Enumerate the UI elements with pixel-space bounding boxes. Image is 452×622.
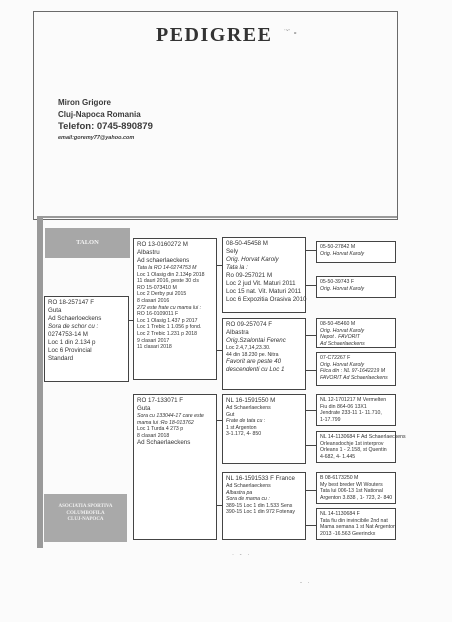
ancestor-line: Tata fiu din invincibile 2nd nat — [320, 517, 388, 524]
ancestor-line: Nepot . FAVORIT — [320, 334, 360, 341]
association-stamp — [44, 494, 127, 542]
handwritten-mark: ˙˘˙ ∘ — [284, 30, 298, 37]
ancestor-line: 05-50-39743 F — [320, 279, 355, 285]
dam-sire-line: Ad Schaerlaeckens — [226, 405, 271, 411]
connector — [306, 490, 316, 491]
owner-city: Cluj-Napoca Romania — [58, 110, 141, 119]
sire-dam-line: RO 09-257074 F — [226, 321, 273, 328]
dam-dam-box — [222, 472, 306, 540]
ancestor-line: 2013 -16.563 Geerinckx — [320, 530, 376, 537]
ancestor-box — [316, 394, 396, 426]
ancestor-line: Fiu din 864-06 13X1 — [320, 403, 367, 410]
owner-name: Miron Grigore — [58, 98, 111, 107]
sire-box — [133, 238, 217, 380]
page-title: PEDIGREE — [156, 24, 273, 46]
ancestor-line: Jendrate 233-11 1- 11.710, — [320, 410, 382, 417]
separator-band — [37, 216, 397, 218]
dam-sire-line: 3-1.172, 4- 850 — [226, 431, 262, 438]
sire-line: 11 clasari 2018 — [137, 344, 172, 351]
ancestor-line: Tata lui 006-13 1st National — [320, 488, 383, 495]
ancestor-line: B 08-6173250 M — [320, 475, 359, 481]
dam-line: Guta — [137, 405, 151, 412]
dam-ring: RO 17-133071 F — [137, 397, 184, 404]
talon-label: TALON — [45, 228, 130, 258]
dam-line: 8 clasari 2018 — [137, 432, 170, 439]
ancestor-line: My best breder Wl Wouters — [320, 481, 383, 488]
sire-line: Tata la RO 14-0274753 M — [137, 265, 197, 271]
sire-line: Loc 1 Olasig 1.437 p 2017 — [137, 317, 198, 324]
sire-dam-line: Orig.Szalontai Ferenc — [226, 337, 286, 344]
connector — [306, 445, 316, 446]
ancestor-line: Orig. Horvat Karoly — [320, 250, 365, 257]
subject-ring: RO 18-257147 F — [48, 299, 95, 306]
ancestor-box — [316, 241, 396, 263]
dam-line: Ad Schaerlaeckens — [137, 439, 191, 447]
connector — [306, 285, 316, 286]
sire-line: Albastru — [137, 249, 160, 256]
connector — [306, 370, 316, 371]
connector — [306, 525, 316, 526]
connector — [306, 335, 316, 336]
sire-sire-line: Sely — [226, 248, 239, 255]
sire-line: Loc 1 Trebic 1 1.056 p fond. — [137, 324, 202, 331]
dam-line: Loc 1 Turda 4 273 p — [137, 426, 184, 433]
dam-sire-line: Gut — [226, 411, 235, 418]
ancestor-line: Orig. Horvat Karoly — [320, 285, 365, 292]
ancestor-line: Ad Schaerlaeckens — [320, 340, 365, 347]
association-line: CLUJ-NAPOCA — [67, 517, 104, 522]
ancestor-line: 08-50-45460 M — [320, 321, 356, 327]
sire-line: Loc 2 Derby pui 2015 — [137, 291, 187, 298]
sire-dam-line: Albastra — [226, 329, 249, 336]
ancestor-line: Argenton 3.838 , 1- 723, 2- 840 — [320, 494, 393, 501]
subject-breeder: Ad Schaerloeckens — [48, 315, 102, 322]
sire-sire-line: 08-50-45458 M — [226, 240, 268, 247]
ancestor-line: Orleans 1 - 2.158, st Quentin — [320, 447, 387, 454]
subject-box — [44, 296, 129, 382]
subject-line: Sora de schor cu : — [48, 323, 99, 330]
ancestor-line: Orig. Horvat Karoly — [320, 361, 365, 368]
ancestor-box — [316, 431, 406, 463]
sire-line: RO 15-073410 M — [137, 284, 177, 291]
sire-dam-line: 44 din 18.230 pe. Nitra — [226, 351, 279, 358]
subject-line: Standard — [48, 355, 74, 362]
ancestor-line: 05-50-27842 M — [320, 244, 356, 250]
ancestor-box — [316, 472, 396, 504]
dam-dam-line: 390-15 Loc 1 din 972 Fotenay — [226, 509, 295, 516]
dam-box — [133, 394, 217, 540]
dam-sire-box — [222, 394, 306, 464]
dam-dam-line: Albastra pa — [226, 489, 253, 496]
ancestor-line: Orig. Horvat Karoly — [320, 327, 365, 334]
sire-line: 9 clasari 2017 — [137, 337, 170, 344]
dam-dam-line: 389-15 Loc 1 din 1.533 Sens — [226, 502, 293, 509]
sire-dam-line: Favorit are peste 40 — [226, 358, 282, 366]
ancestor-box — [316, 352, 396, 386]
sire-ring: RO 13-0160272 M — [137, 241, 188, 248]
subject-line: 0274753-14 M — [48, 331, 88, 338]
subject-line: Loc 6 Provincial — [48, 347, 92, 354]
ancestor-line: NL 14-1130684 F — [320, 511, 360, 517]
ancestor-box — [316, 276, 396, 298]
ancestor-line: NL 12-1701217 M Vermelten — [320, 397, 387, 403]
sire-sire-box — [222, 237, 306, 313]
ancestor-line: FAVORIT Ad Schaerlaeckens — [320, 374, 388, 381]
sire-sire-line: Orig. Horvat Karoly — [226, 256, 279, 263]
sire-line: Ad schaerlaeckens — [137, 257, 190, 264]
sire-line: RO 16-0109011 F — [137, 311, 179, 318]
sire-dam-line: Loc 2.4,7,14,23.30. — [226, 345, 271, 351]
dam-sire-line: Frate de tata cu : — [226, 418, 266, 425]
sire-line: 11 dauri 2016, peste 30 cls — [137, 278, 199, 285]
dam-sire-line: 1 st Argenton — [226, 424, 257, 431]
scan-artifact: - · — [300, 580, 312, 586]
dam-dam-line: Ad Schaerlaeckens — [226, 483, 271, 489]
sire-line: 8 clasari 2016 — [137, 297, 170, 304]
owner-email: email:goremy77@yahoo.com — [58, 135, 135, 141]
ancestor-box — [316, 508, 396, 540]
sire-sire-line: Loc 15 nat. Vit. Maturi 2011 — [226, 288, 302, 295]
dam-line: mama lui :Ro 18-013762 — [137, 419, 194, 426]
sire-sire-line: Ro 09-257021 M — [226, 272, 273, 279]
subject-color: Guta — [48, 307, 62, 314]
sire-sire-line: Loc 6 Expozitia Orasiva 2010 — [226, 296, 307, 303]
dam-dam-line: NL 16-1591533 F France — [226, 475, 295, 482]
ancestor-line: Mama semana 1 st Nat Argenton — [320, 524, 396, 531]
connector — [306, 250, 316, 251]
connector — [306, 410, 316, 411]
sire-line: Loc 1 Olasig din 2.134p 2018 — [137, 271, 205, 278]
ancestor-line: Orleansdochje 1st interprov — [320, 440, 384, 447]
scan-artifact: · - · — [232, 552, 252, 558]
sire-line: 272 este frate cu mama lui : — [137, 304, 202, 311]
sire-sire-line: Tata la : — [226, 264, 248, 271]
ancestor-line: 07-C72267 F — [320, 355, 351, 361]
association-line: COLUMBOFILA — [66, 510, 105, 516]
dam-line: Sora cu 133044-17 care este — [137, 413, 204, 419]
ancestor-line: 4-682, 4- 1.445 — [320, 453, 356, 460]
sire-dam-line: descendenti cu Loc 1 — [226, 366, 285, 374]
subject-line: Loc 1 din 2.134 p — [48, 339, 96, 346]
dam-dam-line: Sora de mama cu : — [226, 496, 270, 503]
association-line: ASOCIATIA SPORTIVA — [58, 504, 113, 509]
owner-phone: Telefon: 0745-890879 — [58, 121, 153, 132]
ancestor-line: Fiica din : NL 97-1642219 M — [320, 368, 386, 375]
ancestor-box — [316, 318, 396, 348]
ancestor-line: 1-17.799 — [320, 416, 341, 423]
sire-dam-box — [222, 318, 306, 390]
sire-sire-line: Loc 2 jud Vit. Maturi 2011 — [226, 280, 296, 287]
dam-sire-line: NL 16-1591550 M — [226, 397, 276, 404]
ancestor-line: NL 14-1130684 F Ad Schaerlaeckens — [320, 434, 406, 440]
sire-line: Loc 2 Trebic 1.231 p 2018 — [137, 330, 197, 337]
left-gray-band — [37, 218, 43, 548]
